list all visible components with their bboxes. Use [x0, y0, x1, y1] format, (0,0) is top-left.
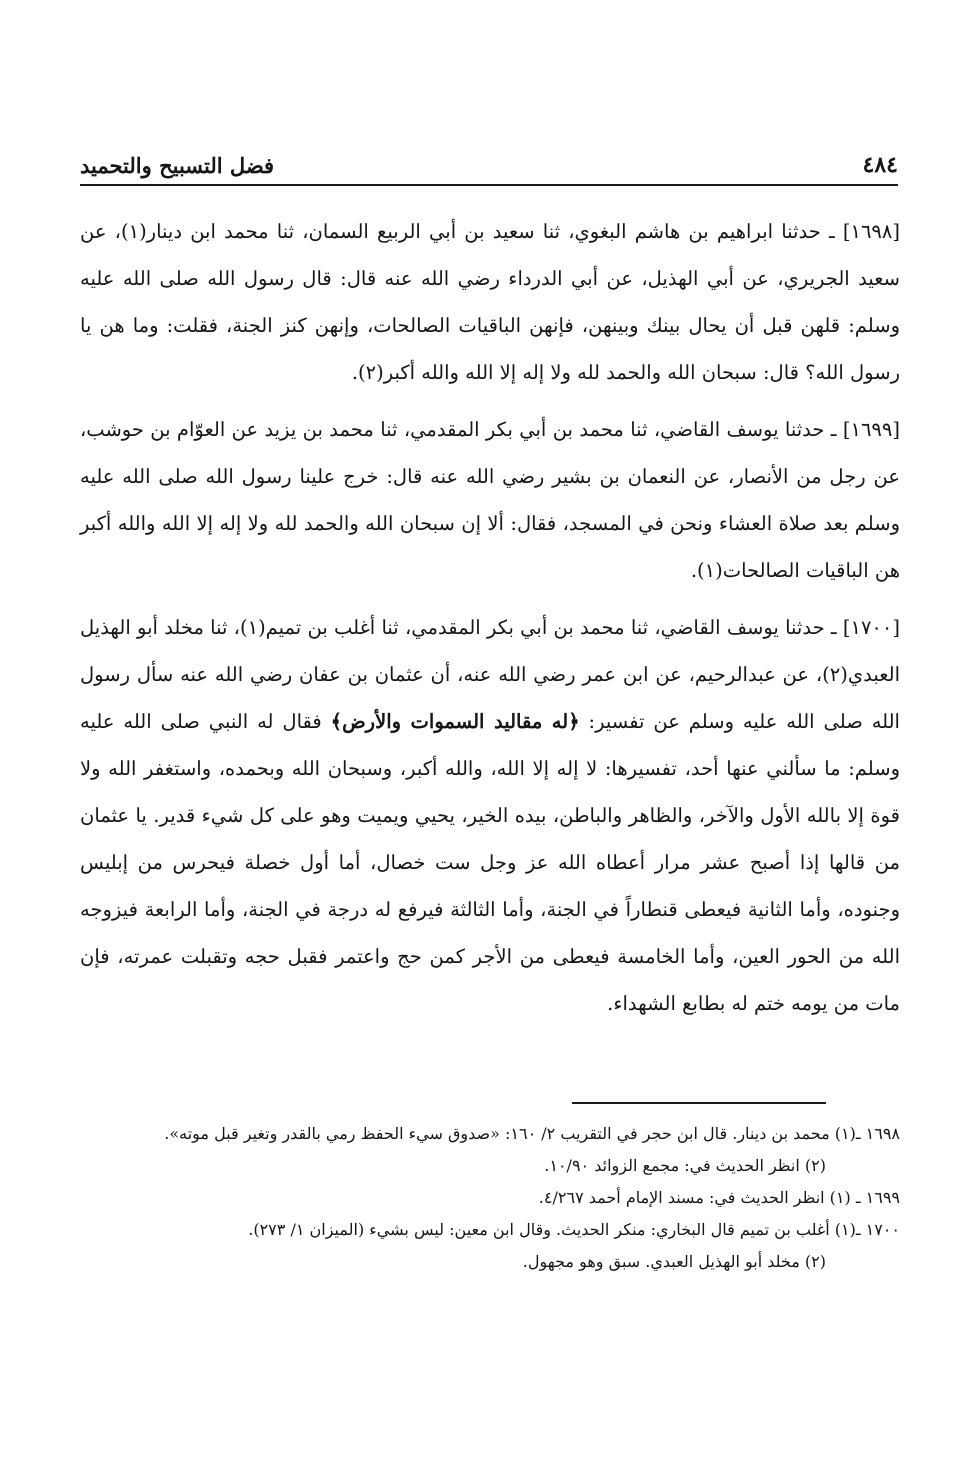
footnote: ١٦٩٩ ـ (١) انظر الحديث في: مسند الإمام أحمد ٤/٢٦٧.: [538, 1188, 900, 1207]
footnotes: [80, 1118, 900, 1278]
hadith-number: [١٦٩٨]: [842, 220, 900, 243]
footnote: (٢) انظر الحديث في: مجمع الزوائد ١٠/٩٠.: [544, 1156, 826, 1175]
footnote-separator: [572, 1102, 826, 1104]
hadith-text: ـ حدثنا ابراهيم بن هاشم البغوي، ثنا سعيد بن أبي الربيع السمان، ثنا محمد ابن دينار(١)، عن سعيد الجريري، عن أبي الهذيل، عن أبي الدرداء رضي الله عنه قال: قال رسول الله صلى الله عليه وسلم: قلهن قبل أن يحال بينك وبينهن، فإنهن الباقيات الصالحات، وإنهن كنز الجنة، فقلت: وما هن يا رسول الله؟ قال: سبحان الله والحمد لله ولا إله إلا الله والله أكبر(٢).: [80, 220, 900, 384]
footnote: ١٦٩٨ ـ(١) محمد بن دينار. قال ابن حجر في التقريب ٢/ ١٦٠: «صدوق سيء الحفظ رمي بالقدر وتغير قبل موته».: [164, 1124, 900, 1143]
hadith-number: [١٦٩٩]: [842, 418, 900, 441]
hadith-number: [١٧٠٠]: [842, 616, 900, 639]
footnote: ١٧٠٠ ـ(١) أغلب بن تميم قال البخاري: منكر الحديث. وقال ابن معين: ليس بشيء (الميزان ١/ ٢٧٣).: [248, 1220, 900, 1239]
hadith-paragraph: [80, 406, 900, 594]
hadith-paragraph: [80, 604, 900, 1027]
main-text: [80, 208, 900, 1037]
footnote: (٢) مخلد أبو الهذيل العبدي. سبق وهو مجهول.: [522, 1252, 826, 1271]
page-header: [80, 148, 898, 186]
hadith-text: ـ حدثنا يوسف القاضي، ثنا محمد بن أبي بكر المقدمي، ثنا أغلب بن تميم(١)، ثنا مخلد أبو الهذيل العبدي(٢)، عن عبدالرحيم، عن ابن عمر رضي الله عنه، أن عثمان بن عفان رضي الله عنه سأل رسول الله صلى الله عليه وسلم عن تفسير:: [80, 616, 900, 733]
quran-verse: ﴿له مقاليد السموات والأرض﴾: [330, 710, 580, 733]
hadith-text: ـ حدثنا يوسف القاضي، ثنا محمد بن أبي بكر المقدمي، ثنا محمد بن يزيد عن العوّام بن حوشب، عن رجل من الأنصار، عن النعمان بن بشير رضي الله عنه قال: خرج علينا رسول الله صلى الله عليه وسلم بعد صلاة العشاء ونحن في المسجد، فقال: ألا إن سبحان الله والحمد لله ولا إله إلا الله والله أكبر هن الباقيات الصالحات(١).: [80, 418, 900, 582]
hadith-text-continued: فقال له النبي صلى الله عليه وسلم: ما سألني عنها أحد، تفسيرها: لا إله إلا الله، والله أكبر، وسبحان الله وبحمده، واستغفر الله ولا قوة إلا بالله الأول والآخر، والظاهر والباطن، بيده الخير، يحيي ويميت وهو على كل شيء قدير. يا عثمان من قالها إذا أصبح عشر مرار أعطاه الله عز وجل ست خصال، أما أول خصلة فيحرس من إبليس وجنوده، وأما الثانية فيعطى قنطاراً في الجنة، وأما الثالثة فيرفع له درجة في الجنة، وأما الرابعة فيزوجه الله من الحور العين، وأما الخامسة فيعطى من الأجر كمن حج واعتمر فقبل حجه وتقبلت عمرته، فإن مات من يومه ختم له بطابع الشهداء.: [80, 710, 900, 1015]
page-number: ٤٨٤: [862, 152, 898, 178]
running-title: فضل التسبيح والتحميد: [80, 153, 275, 178]
hadith-paragraph: [80, 208, 900, 396]
